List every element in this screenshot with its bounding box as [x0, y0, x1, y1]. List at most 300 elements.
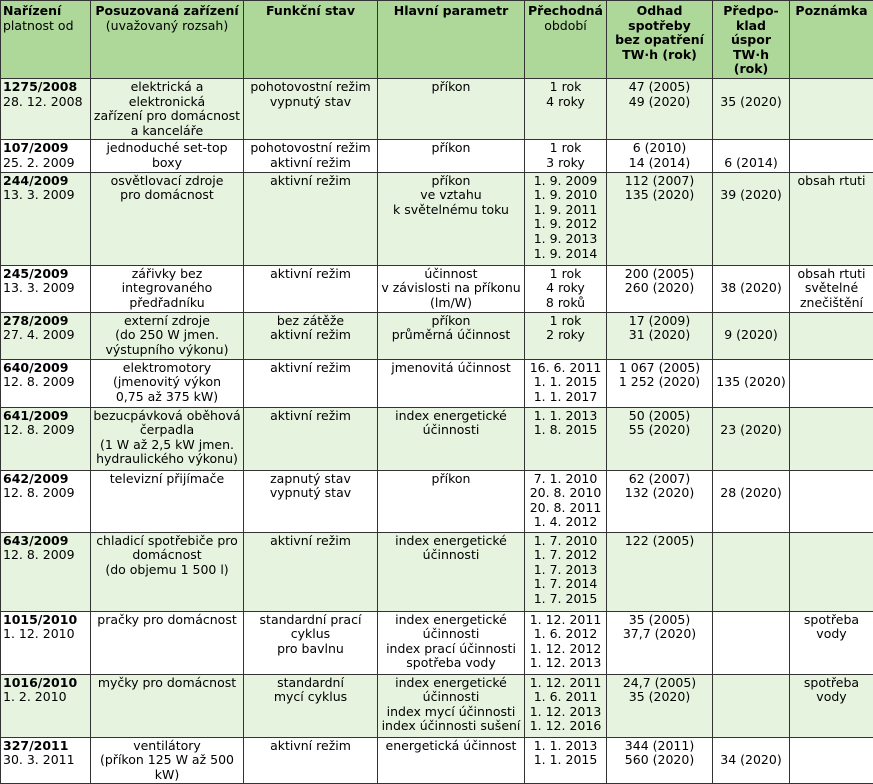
header-line: Odhad spotřeby [609, 4, 710, 33]
state-line: aktivní režim [246, 409, 375, 424]
regulation-number: 107/2009 [3, 141, 88, 156]
parameter-line: účinnosti [380, 423, 522, 438]
table-row [1, 312, 873, 359]
note-line: vody [792, 627, 871, 642]
parameter-line: příkon [380, 174, 522, 189]
header-line: období [527, 19, 604, 34]
transition-line: 1. 12. 2016 [527, 719, 604, 734]
state-line: pohotovostní režim [246, 80, 375, 95]
state-line: aktivní režim [246, 361, 375, 376]
device-line: pro domácnost [93, 188, 241, 203]
savings-cell [713, 611, 790, 674]
savings-line [715, 267, 787, 282]
parameter-line: k světelnému toku [380, 203, 522, 218]
regulation-date: 13. 3. 2009 [3, 188, 88, 203]
note-line: spotřeba [792, 676, 871, 691]
regulation-number: 1275/2008 [3, 80, 88, 95]
state-line: aktivní režim [246, 174, 375, 189]
parameter-cell [378, 611, 525, 674]
table-row [1, 359, 873, 407]
device-line: chladicí spotřebiče pro [93, 534, 241, 549]
state-cell [244, 265, 378, 312]
regulation-number: 245/2009 [3, 267, 88, 282]
transition-line: 1. 12. 2011 [527, 676, 604, 691]
consumption-line: 17 (2009) [609, 314, 710, 329]
parameter-cell [378, 737, 525, 784]
header-line: bez opatření [609, 33, 710, 48]
consumption-line: 132 (2020) [609, 486, 710, 501]
header-line: Poznámka [792, 4, 871, 19]
consumption-cell [607, 172, 713, 265]
note-cell [790, 470, 873, 532]
device-line: (do objemu 1 500 l) [93, 563, 241, 578]
note-cell [790, 737, 873, 784]
transition-line: 20. 8. 2010 [527, 486, 604, 501]
transition-line: 4 roky [527, 281, 604, 296]
state-line: pro bavlnu [246, 642, 375, 657]
savings-line [715, 739, 787, 754]
savings-cell [713, 674, 790, 737]
table-row [1, 265, 873, 312]
parameter-cell [378, 78, 525, 139]
transition-cell [525, 78, 607, 139]
table-body [1, 78, 873, 783]
consumption-cell [607, 359, 713, 407]
transition-line: 1 rok [527, 141, 604, 156]
device-line: televizní přijímače [93, 472, 241, 487]
state-cell [244, 78, 378, 139]
parameter-cell [378, 265, 525, 312]
table-row [1, 78, 873, 139]
device-line: bezucpávková oběhová [93, 409, 241, 424]
parameter-line: v závislosti na příkonu [380, 281, 522, 296]
savings-line [715, 174, 787, 189]
regulation-number: 642/2009 [3, 472, 88, 487]
consumption-line: 37,7 (2020) [609, 627, 710, 642]
transition-line: 1. 7. 2013 [527, 563, 604, 578]
consumption-line: 49 (2020) [609, 95, 710, 110]
table-row [1, 737, 873, 784]
consumption-line: 260 (2020) [609, 281, 710, 296]
transition-line: 1. 7. 2010 [527, 534, 604, 549]
transition-line: 3 roky [527, 156, 604, 171]
consumption-line: 122 (2005) [609, 534, 710, 549]
savings-line: 35 (2020) [715, 95, 787, 110]
savings-cell [713, 140, 790, 172]
header-parameter [378, 1, 525, 79]
savings-line: 6 (2014) [715, 156, 787, 171]
regulation-cell [1, 532, 91, 611]
transition-cell [525, 312, 607, 359]
savings-line: 23 (2020) [715, 423, 787, 438]
transition-line: 1. 4. 2012 [527, 515, 604, 530]
regulation-date: 12. 8. 2009 [3, 486, 88, 501]
note-cell [790, 312, 873, 359]
savings-line [715, 409, 787, 424]
transition-cell [525, 265, 607, 312]
transition-cell [525, 674, 607, 737]
table-row [1, 470, 873, 532]
savings-cell [713, 78, 790, 139]
note-cell [790, 407, 873, 470]
consumption-line: 112 (2007) [609, 174, 710, 189]
consumption-line: 1 252 (2020) [609, 375, 710, 390]
table-row [1, 532, 873, 611]
note-line: obsah rtuti [792, 267, 871, 282]
state-line: aktivní režim [246, 739, 375, 754]
consumption-line: 14 (2014) [609, 156, 710, 171]
table-row [1, 611, 873, 674]
parameter-line: (lm/W) [380, 296, 522, 311]
parameter-line: index energetické [380, 676, 522, 691]
state-line: bez zátěže [246, 314, 375, 329]
regulation-number: 1016/2010 [3, 676, 88, 691]
regulation-date: 30. 3. 2011 [3, 753, 88, 768]
device-line: výstupního výkonu) [93, 343, 241, 358]
parameter-line: příkon [380, 472, 522, 487]
note-line: spotřeba [792, 613, 871, 628]
parameter-line: příkon [380, 314, 522, 329]
note-cell [790, 611, 873, 674]
table-row [1, 140, 873, 172]
parameter-line: příkon [380, 141, 522, 156]
consumption-cell [607, 312, 713, 359]
header-line: klad úspor [715, 19, 787, 48]
parameter-line: účinnost [380, 267, 522, 282]
transition-line: 1. 9. 2014 [527, 247, 604, 262]
transition-line: 20. 8. 2011 [527, 501, 604, 516]
device-cell [91, 78, 244, 139]
transition-line: 1. 7. 2012 [527, 548, 604, 563]
device-cell [91, 737, 244, 784]
parameter-line: index mycí účinnosti [380, 705, 522, 720]
device-cell [91, 265, 244, 312]
consumption-line: 344 (2011) [609, 739, 710, 754]
consumption-line: 24,7 (2005) [609, 676, 710, 691]
note-cell [790, 78, 873, 139]
state-cell [244, 312, 378, 359]
parameter-cell [378, 359, 525, 407]
regulation-date: 27. 4. 2009 [3, 328, 88, 343]
savings-cell [713, 172, 790, 265]
regulation-cell [1, 359, 91, 407]
regulation-cell [1, 312, 91, 359]
state-cell [244, 172, 378, 265]
device-line: (do 250 W jmen. [93, 328, 241, 343]
parameter-line: spotřeba vody [380, 656, 522, 671]
device-line: myčky pro domácnost [93, 676, 241, 691]
device-line: hydraulického výkonu) [93, 452, 241, 467]
savings-cell [713, 312, 790, 359]
consumption-line: 35 (2005) [609, 613, 710, 628]
state-line: mycí cyklus [246, 690, 375, 705]
consumption-line: 6 (2010) [609, 141, 710, 156]
transition-line: 1 rok [527, 80, 604, 95]
transition-line: 8 roků [527, 296, 604, 311]
consumption-cell [607, 265, 713, 312]
transition-line: 1. 1. 2013 [527, 739, 604, 754]
state-cell [244, 611, 378, 674]
header-device [91, 1, 244, 79]
transition-line: 1 rok [527, 314, 604, 329]
header-line: TW·h (rok) [609, 48, 710, 63]
device-cell [91, 359, 244, 407]
device-line: elektrická a elektronická [93, 80, 241, 109]
state-line: pohotovostní režim [246, 141, 375, 156]
parameter-line: průměrná účinnost [380, 328, 522, 343]
device-line: pračky pro domácnost [93, 613, 241, 628]
transition-cell [525, 359, 607, 407]
savings-line: 28 (2020) [715, 486, 787, 501]
state-line: aktivní režim [246, 328, 375, 343]
parameter-line: index účinnosti sušení [380, 719, 522, 734]
state-line: vypnutý stav [246, 95, 375, 110]
transition-line: 1. 1. 2013 [527, 409, 604, 424]
regulation-cell [1, 674, 91, 737]
header-line: Posuzovaná zařízení [93, 4, 241, 19]
device-line: a kanceláře [93, 124, 241, 139]
parameter-cell [378, 470, 525, 532]
device-line: ventilátory [93, 739, 241, 754]
header-regulation [1, 1, 91, 79]
device-cell [91, 312, 244, 359]
header-line: platnost od [3, 19, 88, 34]
parameter-line: příkon [380, 80, 522, 95]
parameter-line: index prací účinnosti [380, 642, 522, 657]
note-line: vody [792, 690, 871, 705]
savings-line [715, 314, 787, 329]
note-line: znečištění [792, 296, 871, 311]
parameter-line: ve vztahu [380, 188, 522, 203]
state-cell [244, 407, 378, 470]
consumption-line: 200 (2005) [609, 267, 710, 282]
device-cell [91, 140, 244, 172]
savings-cell [713, 359, 790, 407]
savings-line: 135 (2020) [715, 375, 787, 390]
regulation-date: 12. 8. 2009 [3, 423, 88, 438]
savings-line [715, 141, 787, 156]
device-line: 0,75 až 375 kW) [93, 390, 241, 405]
consumption-cell [607, 611, 713, 674]
parameter-line: index energetické [380, 534, 522, 549]
consumption-cell [607, 674, 713, 737]
savings-line: 9 (2020) [715, 328, 787, 343]
state-cell [244, 359, 378, 407]
device-cell [91, 172, 244, 265]
state-cell [244, 140, 378, 172]
regulation-cell [1, 737, 91, 784]
note-cell [790, 532, 873, 611]
transition-line: 1. 8. 2015 [527, 423, 604, 438]
transition-line: 1. 9. 2013 [527, 232, 604, 247]
header-line: Hlavní parametr [380, 4, 522, 19]
savings-line: 38 (2020) [715, 281, 787, 296]
consumption-line: 55 (2020) [609, 423, 710, 438]
note-cell [790, 359, 873, 407]
transition-line: 1. 9. 2012 [527, 217, 604, 232]
state-line: aktivní režim [246, 156, 375, 171]
regulation-date: 12. 8. 2009 [3, 375, 88, 390]
transition-line: 1. 7. 2014 [527, 577, 604, 592]
header-note [790, 1, 873, 79]
parameter-line: energetická účinnost [380, 739, 522, 754]
consumption-cell [607, 470, 713, 532]
header-line: Přechodná [527, 4, 604, 19]
header-savings [713, 1, 790, 79]
transition-cell [525, 172, 607, 265]
consumption-cell [607, 737, 713, 784]
table-row [1, 172, 873, 265]
consumption-cell [607, 140, 713, 172]
transition-line: 1. 1. 2017 [527, 390, 604, 405]
state-line: standardní prací cyklus [246, 613, 375, 642]
note-cell [790, 674, 873, 737]
state-cell [244, 470, 378, 532]
transition-line: 1. 6. 2012 [527, 627, 604, 642]
regulation-cell [1, 172, 91, 265]
note-cell [790, 172, 873, 265]
state-line: aktivní režim [246, 267, 375, 282]
transition-line: 1. 9. 2010 [527, 188, 604, 203]
parameter-line: index energetické [380, 613, 522, 628]
transition-line: 1 rok [527, 267, 604, 282]
header-line: TW·h (rok) [715, 48, 787, 77]
parameter-line: účinnosti [380, 690, 522, 705]
transition-line: 1. 7. 2015 [527, 592, 604, 607]
device-line: osvětlovací zdroje [93, 174, 241, 189]
regulation-date: 25. 2. 2009 [3, 156, 88, 171]
regulation-date: 12. 8. 2009 [3, 548, 88, 563]
parameter-line: účinnosti [380, 627, 522, 642]
consumption-cell [607, 407, 713, 470]
state-line: vypnutý stav [246, 486, 375, 501]
parameter-cell [378, 407, 525, 470]
regulation-cell [1, 265, 91, 312]
device-cell [91, 611, 244, 674]
consumption-line: 47 (2005) [609, 80, 710, 95]
note-line: obsah rtuti [792, 174, 871, 189]
transition-line: 1. 12. 2013 [527, 656, 604, 671]
transition-line: 4 roky [527, 95, 604, 110]
device-line: (1 W až 2,5 kW jmen. [93, 438, 241, 453]
transition-cell [525, 611, 607, 674]
device-line: předřadníku [93, 296, 241, 311]
consumption-line: 35 (2020) [609, 690, 710, 705]
device-line: zářivky bez integrovaného [93, 267, 241, 296]
savings-line [715, 361, 787, 376]
savings-line: 34 (2020) [715, 753, 787, 768]
savings-line [715, 80, 787, 95]
device-line: jednoduché set-top boxy [93, 141, 241, 170]
header-row [1, 1, 873, 79]
transition-line: 1. 12. 2013 [527, 705, 604, 720]
regulation-date: 1. 12. 2010 [3, 627, 88, 642]
transition-line: 7. 1. 2010 [527, 472, 604, 487]
regulation-number: 244/2009 [3, 174, 88, 189]
regulation-cell [1, 407, 91, 470]
note-cell [790, 140, 873, 172]
device-cell [91, 674, 244, 737]
transition-line: 2 roky [527, 328, 604, 343]
parameter-cell [378, 312, 525, 359]
transition-line: 1. 1. 2015 [527, 753, 604, 768]
consumption-line: 50 (2005) [609, 409, 710, 424]
regulation-number: 1015/2010 [3, 613, 88, 628]
note-line: světelné [792, 281, 871, 296]
transition-line: 1. 9. 2011 [527, 203, 604, 218]
transition-line: 1. 12. 2011 [527, 613, 604, 628]
device-line: elektromotory [93, 361, 241, 376]
regulation-cell [1, 140, 91, 172]
consumption-line: 1 067 (2005) [609, 361, 710, 376]
transition-line: 1. 9. 2009 [527, 174, 604, 189]
state-line: standardní [246, 676, 375, 691]
device-line: domácnost [93, 548, 241, 563]
regulation-date: 1. 2. 2010 [3, 690, 88, 705]
state-cell [244, 737, 378, 784]
regulation-cell [1, 78, 91, 139]
note-cell [790, 265, 873, 312]
transition-cell [525, 140, 607, 172]
device-line: zařízení pro domácnost [93, 109, 241, 124]
regulation-number: 641/2009 [3, 409, 88, 424]
state-cell [244, 674, 378, 737]
regulation-cell [1, 611, 91, 674]
table-row [1, 407, 873, 470]
device-line: (jmenovitý výkon [93, 375, 241, 390]
header-line: Funkční stav [246, 4, 375, 19]
state-line: zapnutý stav [246, 472, 375, 487]
regulation-date: 13. 3. 2009 [3, 281, 88, 296]
device-cell [91, 407, 244, 470]
transition-line: 1. 6. 2011 [527, 690, 604, 705]
savings-line: 39 (2020) [715, 188, 787, 203]
regulation-number: 643/2009 [3, 534, 88, 549]
transition-cell [525, 470, 607, 532]
transition-cell [525, 737, 607, 784]
transition-cell [525, 532, 607, 611]
header-state [244, 1, 378, 79]
parameter-line: jmenovitá účinnost [380, 361, 522, 376]
savings-cell [713, 470, 790, 532]
header-transition [525, 1, 607, 79]
parameter-cell [378, 140, 525, 172]
savings-cell [713, 265, 790, 312]
savings-cell [713, 737, 790, 784]
transition-cell [525, 407, 607, 470]
device-cell [91, 470, 244, 532]
regulation-number: 327/2011 [3, 739, 88, 754]
savings-line [715, 472, 787, 487]
device-line: čerpadla [93, 423, 241, 438]
consumption-line: 62 (2007) [609, 472, 710, 487]
header-line: Nařízení [3, 4, 88, 19]
table-row [1, 674, 873, 737]
device-line: (příkon 125 W až 500 kW) [93, 753, 241, 782]
parameter-cell [378, 532, 525, 611]
device-cell [91, 532, 244, 611]
regulation-date: 28. 12. 2008 [3, 95, 88, 110]
device-line: externí zdroje [93, 314, 241, 329]
state-line: aktivní režim [246, 534, 375, 549]
consumption-line: 31 (2020) [609, 328, 710, 343]
header-line: (uvažovaný rozsah) [93, 19, 241, 34]
savings-cell [713, 532, 790, 611]
parameter-line: index energetické [380, 409, 522, 424]
transition-line: 16. 6. 2011 [527, 361, 604, 376]
header-line: Předpo- [715, 4, 787, 19]
transition-line: 1. 12. 2012 [527, 642, 604, 657]
